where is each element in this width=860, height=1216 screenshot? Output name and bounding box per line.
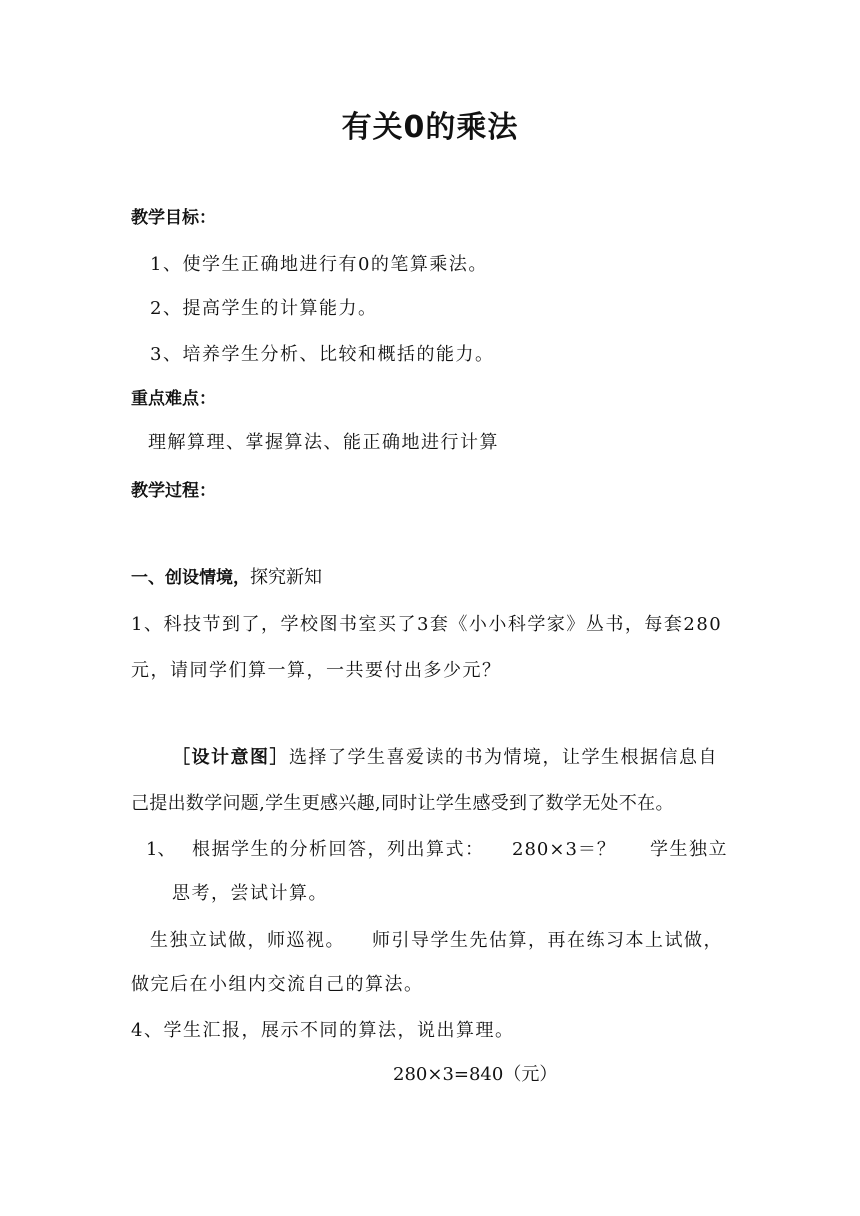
step1-num: 1、 — [146, 839, 176, 860]
problem-line-2: 元，请同学们算一算，一共要付出多少元？ — [131, 660, 502, 681]
step4-text: 4、学生汇报，展示不同的算法，说出算理。 — [131, 1020, 515, 1041]
objective-item-3: 3、培养学生分析、比较和概括的能力。 — [150, 344, 495, 365]
problem-line-1: 1、科技节到了，学校图书室买了3套《小小科学家》丛书，每套280 — [131, 614, 723, 635]
step1-text: 根据学生的分析回答，列出算式： — [192, 839, 485, 860]
section1-heading-bold: 一、创设情境， — [131, 568, 250, 588]
section1-heading-rest: 探究新知 — [250, 567, 322, 588]
step1-formula: 280×3＝？ — [512, 839, 616, 860]
design-intent-line-2: 己提出数学问题,学生更感兴趣,同时让学生感受到了数学无处不在。 — [131, 793, 674, 814]
practice-line-1b: 师引导学生先估算，再在练习本上试做， — [372, 930, 723, 951]
design-intent-line-1 — [172, 746, 718, 770]
keypoints-text: 理解算理、掌握算法、能正确地进行计算 — [148, 432, 499, 453]
practice-line-1a: 生独立试做，师巡视。 — [150, 930, 345, 951]
practice-line-2: 做完后在小组内交流自己的算法。 — [131, 974, 424, 995]
objective-item-1: 1、使学生正确地进行有0的笔算乘法。 — [150, 254, 488, 275]
section1-heading — [131, 566, 322, 590]
step1-line-2: 思考，尝试计算。 — [172, 883, 328, 904]
design-intent-label: ［设计意图］ — [172, 747, 289, 768]
objective-item-2: 2、提高学生的计算能力。 — [150, 298, 378, 319]
process-heading: 教学过程： — [131, 481, 216, 501]
result-formula: 280×3=840（元） — [393, 1064, 558, 1085]
keypoints-heading: 重点难点： — [131, 389, 216, 409]
objectives-heading: 教学目标： — [131, 208, 216, 228]
step1-tail: 学生独立 — [650, 839, 728, 860]
document-title: 有关0的乘法 — [341, 110, 519, 145]
design-intent-text: 选择了学生喜爱读的书为情境，让学生根据信息自 — [289, 747, 718, 768]
